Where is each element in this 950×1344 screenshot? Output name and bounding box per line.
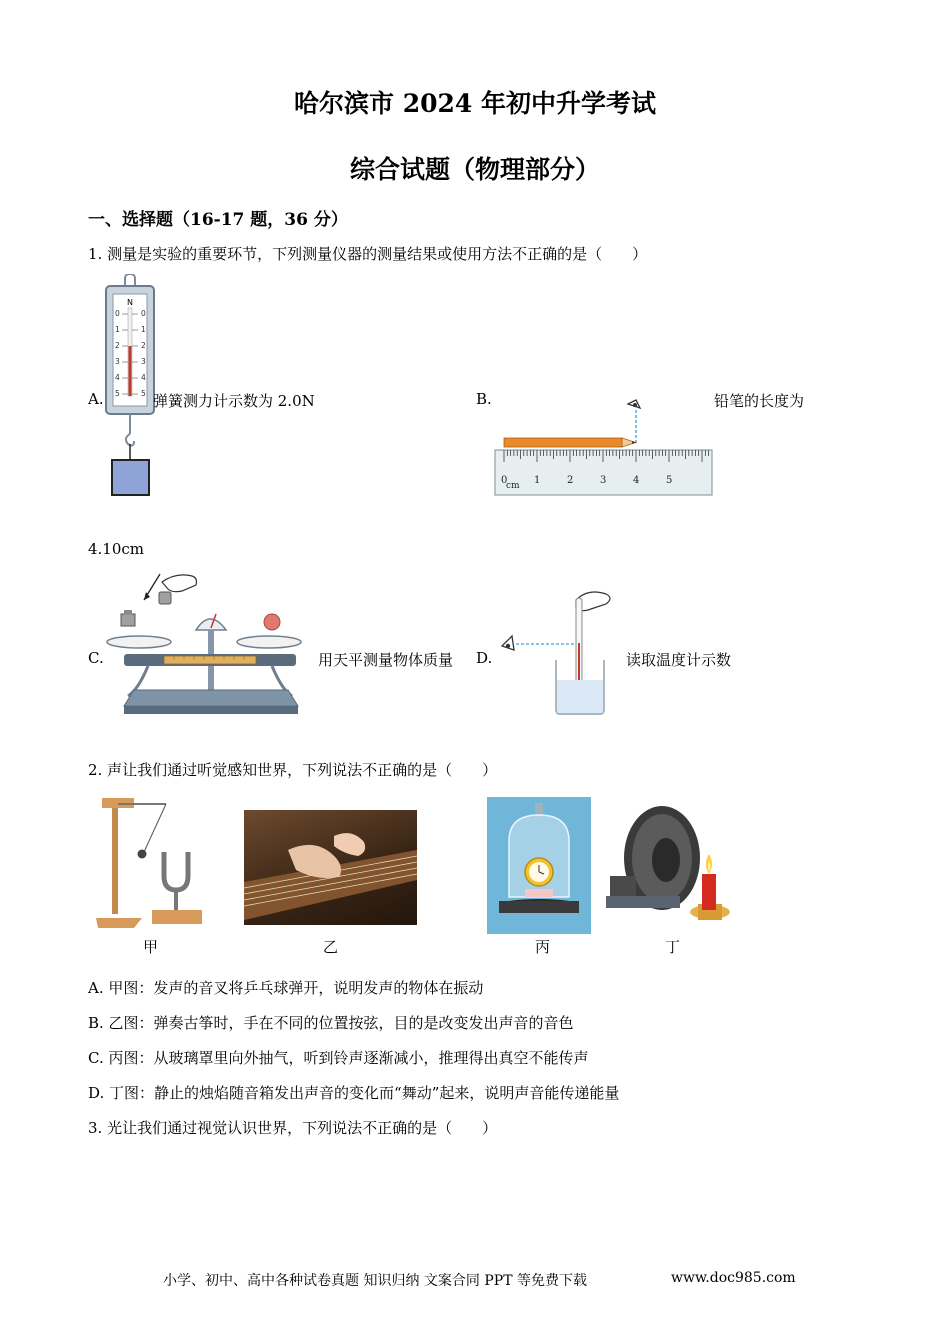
q2-option-b: B. 乙图：弹奏古筝时，手在不同的位置按弦，目的是改变发出声音的音色: [88, 1014, 574, 1032]
scale-unit-label: N: [127, 298, 133, 307]
scale-tick-3-right: 3: [141, 357, 146, 366]
q1-option-a-label: A.: [88, 390, 104, 408]
q1-option-b-text: 铅笔的长度为: [714, 392, 805, 410]
footer-text: 小学、初中、高中各种试卷真题 知识归纳 文案合同 PPT 等免费下载: [163, 1273, 587, 1289]
scale-tick-4-right: 4: [141, 373, 146, 382]
ruler-unit: cm: [506, 481, 520, 491]
question-1-stem: 1. 测量是实验的重要环节，下列测量仪器的测量结果或使用方法不正确的是（ ）: [88, 245, 648, 263]
caption-bing: 丙: [535, 938, 551, 956]
balance-scale-figure: [104, 570, 318, 718]
ruler-tick-5: 5: [666, 475, 673, 486]
q1-option-d-text: 读取温度计示数: [626, 651, 732, 669]
speaker-candle-figure: [604, 800, 736, 924]
footer-url[interactable]: www.doc985.com: [671, 1270, 796, 1286]
caption-ding: 丁: [665, 938, 681, 956]
ruler-pencil-figure: [494, 396, 714, 498]
scale-tick-1-right: 1: [141, 325, 146, 334]
question-3-stem: 3. 光让我们通过视觉认识世界，下列说法不正确的是（ ）: [88, 1119, 498, 1137]
ruler-tick-2: 2: [567, 475, 574, 486]
guzheng-photo: [244, 810, 417, 925]
q1-option-d-label: D.: [476, 649, 493, 667]
scale-tick-0-right: 0: [141, 309, 146, 318]
ruler-tick-3: 3: [600, 475, 607, 486]
q1-option-c-text: 用天平测量物体质量: [318, 651, 454, 669]
q2-option-c: C. 丙图：从玻璃罩里向外抽气，听到铃声逐渐减小，推理得出真空不能传声: [88, 1049, 589, 1067]
scale-tick-5-right: 5: [141, 389, 146, 398]
thermometer-figure: [494, 588, 624, 718]
ruler-tick-4: 4: [633, 475, 640, 486]
ruler-tick-0: 0: [501, 475, 508, 486]
caption-yi: 乙: [323, 938, 339, 956]
page-title: 哈尔滨市 2024 年初中升学考试: [294, 89, 656, 118]
q2-option-d: D. 丁图：静止的烛焰随音箱发出声音的变化而“舞动”起来，说明声音能传递能量: [88, 1084, 620, 1102]
scale-tick-1-left: 1: [115, 325, 120, 334]
page-subtitle: 综合试题（物理部分）: [349, 155, 600, 184]
q1-option-c-label: C.: [88, 649, 104, 667]
ruler-tick-1: 1: [534, 475, 541, 486]
q2-option-a: A. 甲图：发声的音叉将乒乓球弹开，说明发声的物体在振动: [88, 979, 484, 997]
scale-tick-2-right: 2: [141, 341, 146, 350]
scale-tick-3-left: 3: [115, 357, 120, 366]
q1-option-a-text: 弹簧测力计示数为 2.0N: [153, 392, 315, 410]
q1-option-b-label: B.: [476, 390, 492, 408]
spring-scale-figure: [104, 274, 156, 498]
bell-jar-photo: [487, 797, 591, 934]
q1-option-b-continued: 4.10cm: [88, 540, 145, 558]
scale-tick-2-left: 2: [115, 341, 120, 350]
scale-tick-4-left: 4: [115, 373, 120, 382]
tuning-fork-figure: [94, 796, 206, 930]
question-2-stem: 2. 声让我们通过听觉感知世界，下列说法不正确的是（ ）: [88, 761, 498, 779]
section-heading: 一、选择题（16-17 题，36 分）: [88, 210, 348, 230]
scale-tick-5-left: 5: [115, 389, 120, 398]
scale-tick-0-left: 0: [115, 309, 120, 318]
caption-jia: 甲: [143, 938, 159, 956]
